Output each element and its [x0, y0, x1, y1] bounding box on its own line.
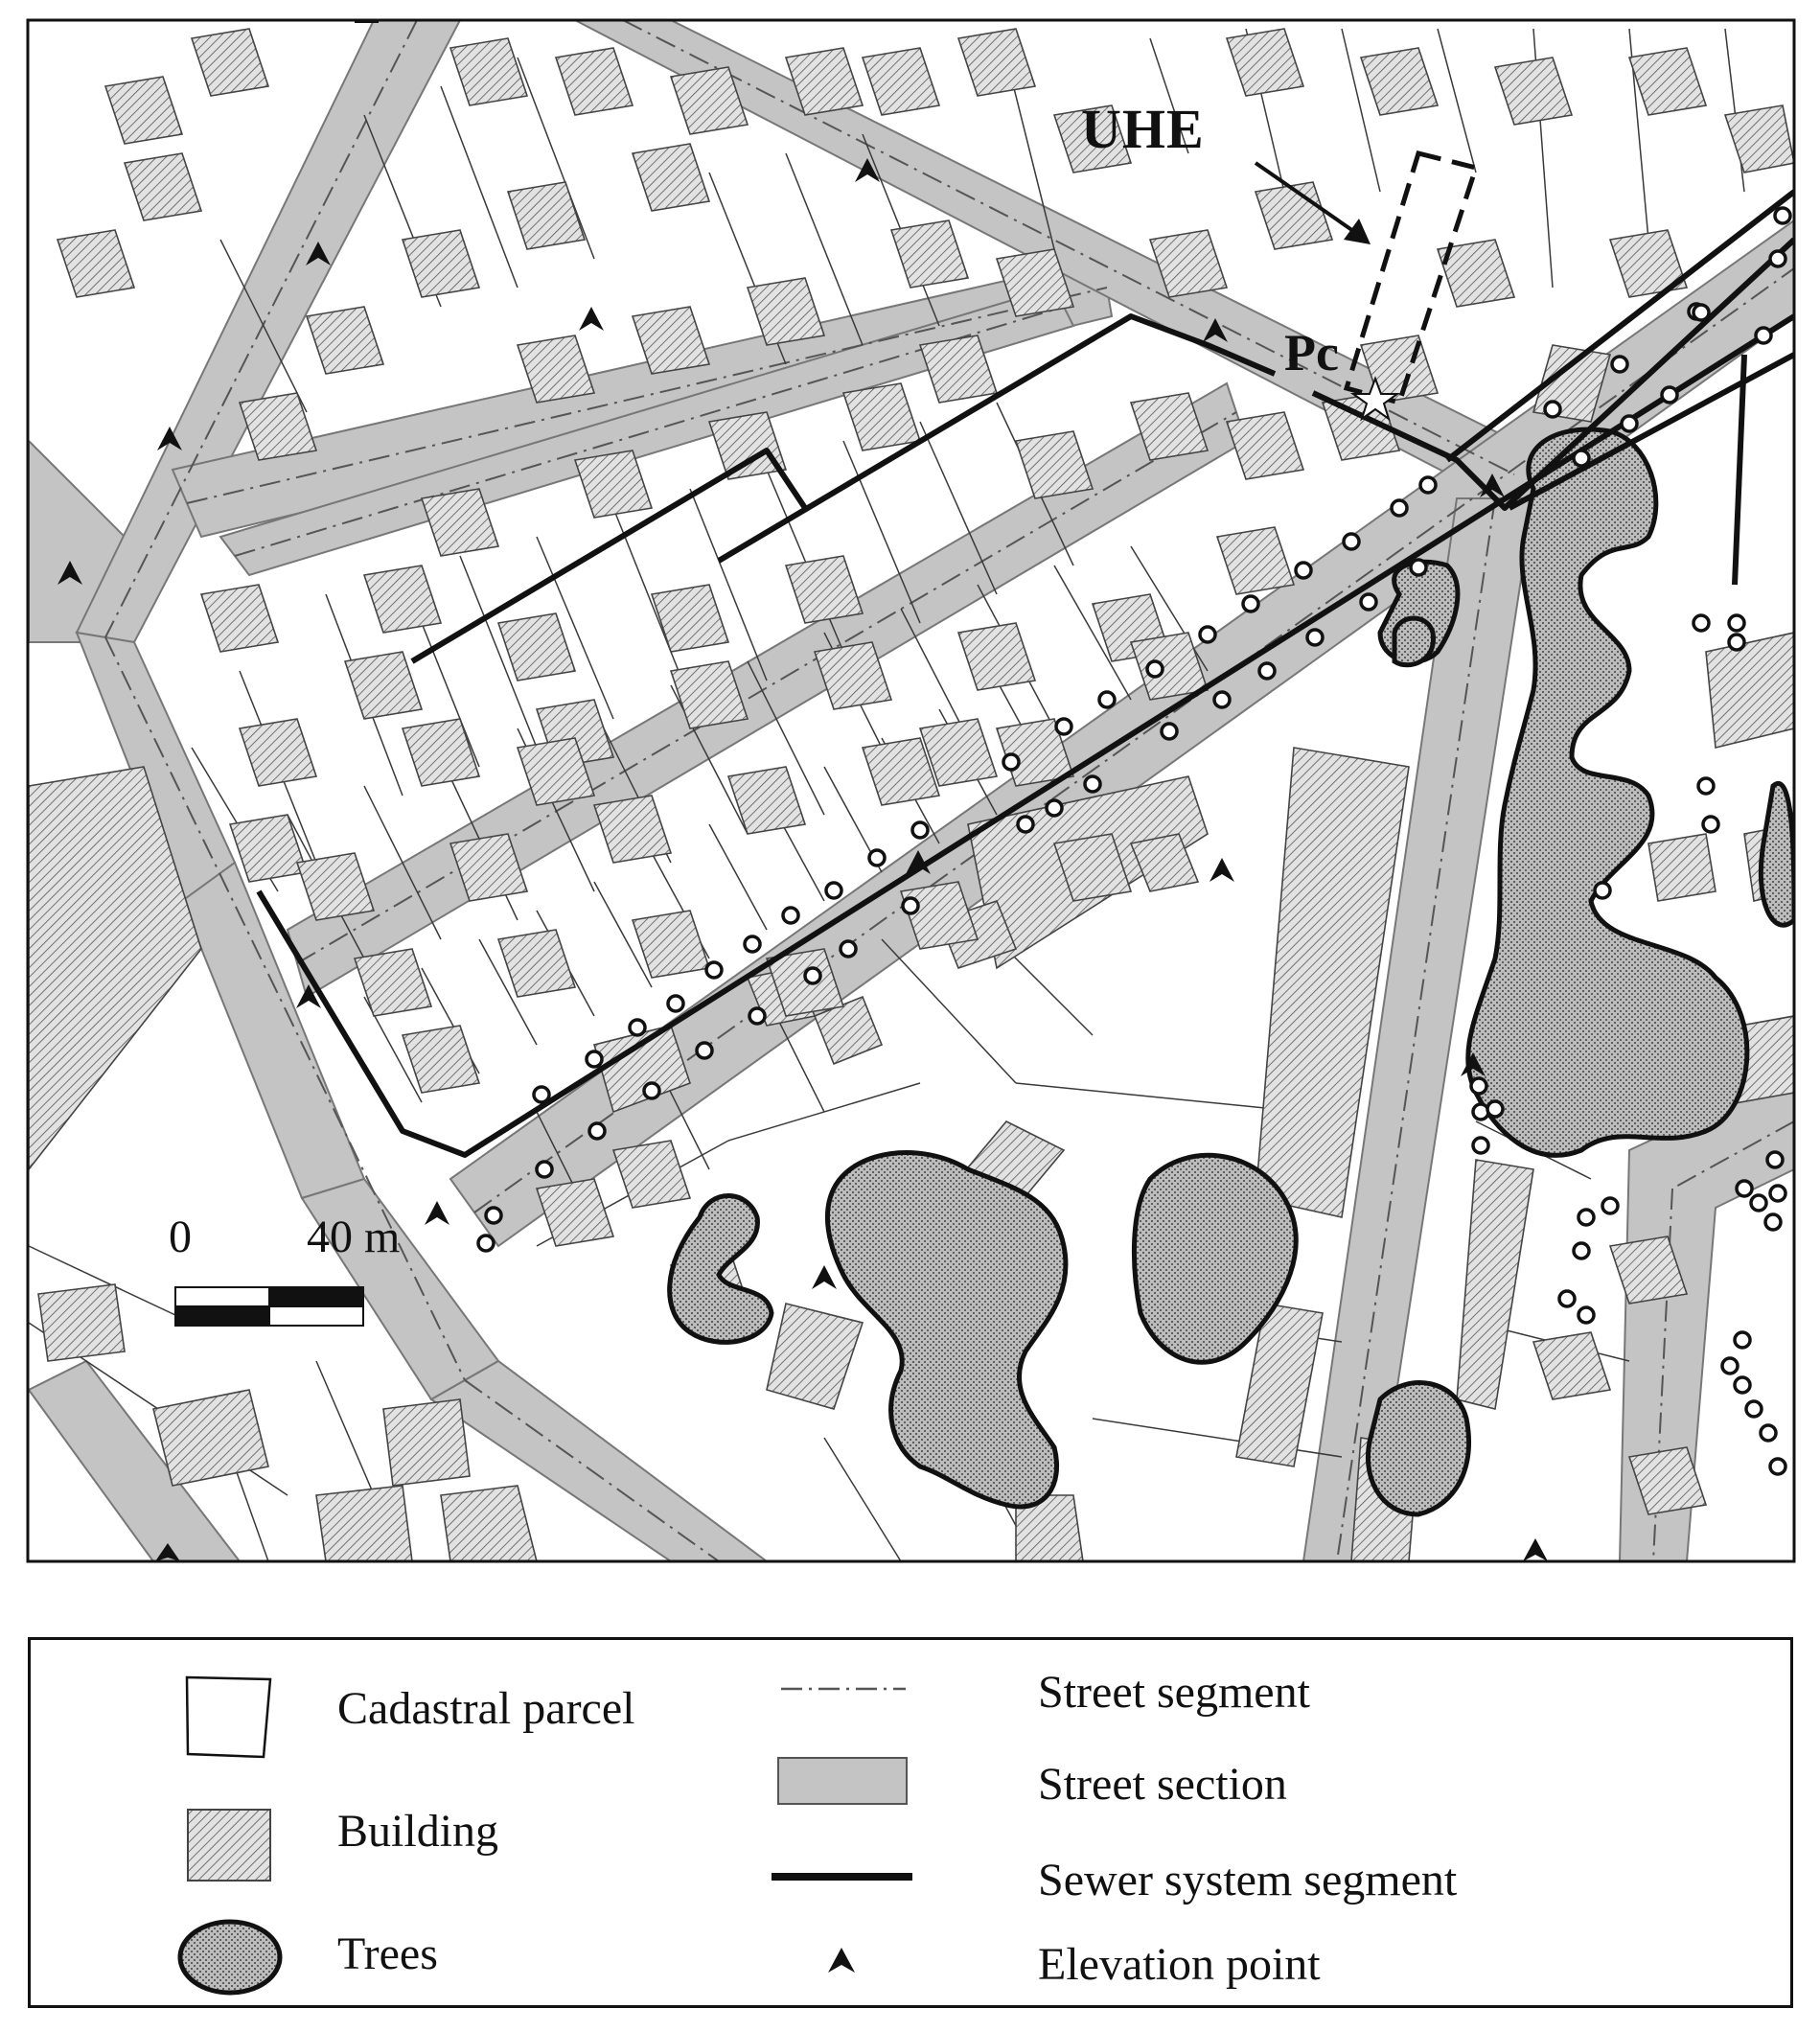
pc-label: Pc — [1284, 324, 1339, 381]
legend-label-street-section: Street section — [1038, 1759, 1287, 1810]
legend-label-trees: Trees — [337, 1928, 438, 1979]
legend-label-building: Building — [337, 1806, 499, 1857]
scale-bar-max-label: 40 m — [307, 1212, 401, 1262]
legend — [28, 1637, 1793, 2008]
scale-bar-min-label: 0 — [169, 1212, 192, 1262]
legend-label-street-segment: Street segment — [1038, 1667, 1310, 1718]
legend-label-cadastral-parcel: Cadastral parcel — [337, 1683, 635, 1734]
scale-bar — [175, 1287, 363, 1326]
legend-label-elevation-point: Elevation point — [1038, 1939, 1321, 1990]
uhe-label: UHE — [1081, 98, 1205, 160]
legend-label-sewer-system-segment: Sewer system segment — [1038, 1855, 1458, 1905]
